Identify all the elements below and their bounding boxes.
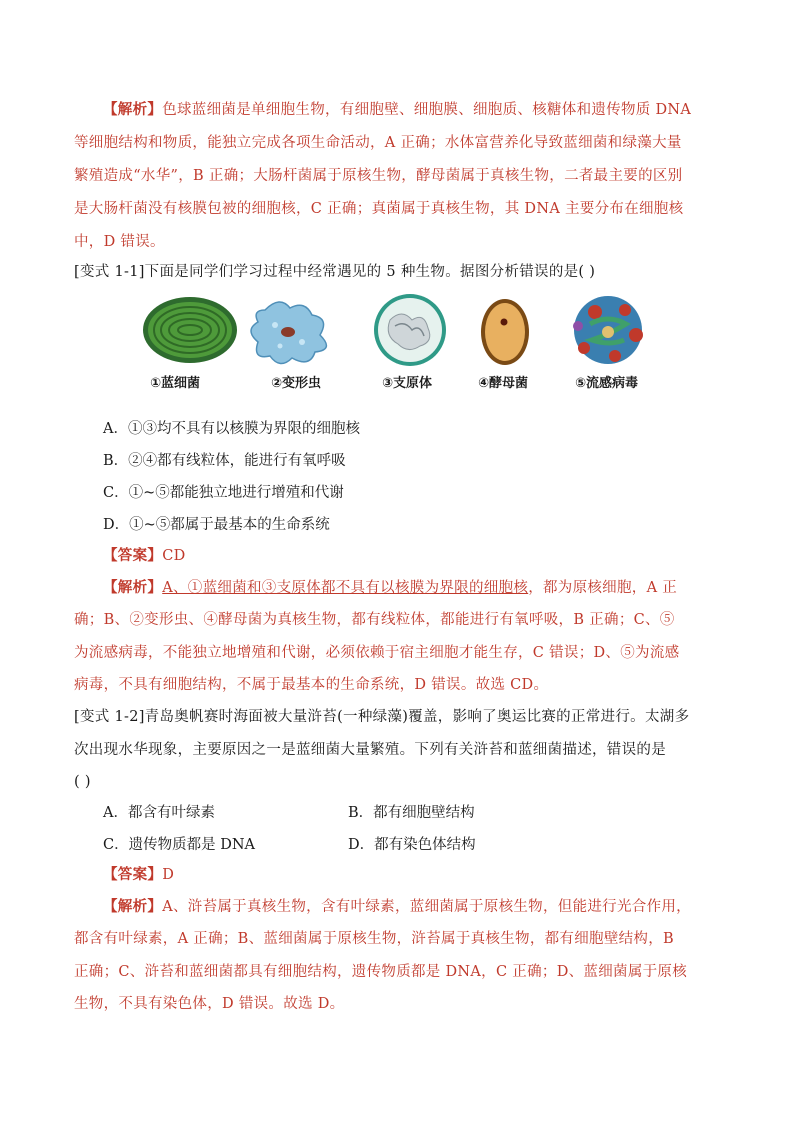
v12-option-b: B．都有细胞壁结构 — [348, 805, 475, 821]
figure-label-mycoplasma: ③支原体 — [382, 376, 433, 391]
figure-label-cyanobacteria: ①蓝细菌 — [150, 376, 201, 391]
variant-1-2-analysis-line-4: 生物，不具有染色体，D 错误。故选 D。 — [74, 996, 345, 1012]
variant-1-2-answer: 【答案】D — [103, 866, 175, 883]
figure-label-yeast: ④酵母菌 — [478, 376, 529, 391]
variant-1-1-analysis-line-1: 【解析】A、①蓝细菌和③支原体都不具有以核膜为界限的细胞核，都为原核细胞，A 正 — [103, 579, 678, 596]
q1-analysis-line-1: 【解析】色球蓝细菌是单细胞生物，有细胞壁、细胞膜、细胞质、核糖体和遗传物质 DNA — [103, 101, 692, 118]
figure-label-influenza-virus: ⑤流感病毒 — [575, 376, 639, 391]
option-d: D．①~⑤都属于最基本的生命系统 — [103, 517, 330, 533]
q1-analysis-line-4: 是大肠杆菌没有核膜包被的细胞核，C 正确；真菌属于真核生物，其 DNA 主要分布在细胞核 — [74, 201, 684, 217]
amoeba-image — [251, 302, 326, 364]
variant-1-1-stem: [变式 1-1]下面是同学们学习过程中经常遇见的 5 种生物。据图分析错误的是( ) — [74, 264, 596, 280]
mycoplasma-image — [374, 294, 446, 366]
q1-analysis-line-3: 繁殖造成“水华”，B 正确；大肠杆菌属于原核生物，酵母菌属于真核生物，二者最主要的区别 — [74, 168, 683, 184]
v12-option-a: A．都含有叶绿素 — [103, 805, 215, 821]
variant-1-2-analysis-line-1: 【解析】A、浒苔属于真核生物，含有叶绿素，蓝细菌属于原核生物，但能进行光合作用， — [103, 898, 691, 915]
variant-1-2-analysis-line-3: 正确；C、浒苔和蓝细菌都具有细胞结构，遗传物质都是 DNA，C 正确；D、蓝细菌属于原核 — [74, 964, 688, 980]
influenza-virus-image — [573, 296, 643, 364]
q1-analysis-line-2: 等细胞结构和物质，能独立完成各项生命活动，A 正确；水体富营养化导致蓝细菌和绿藻大量 — [74, 135, 682, 151]
variant-1-1-analysis-line-2: 确；B、②变形虫、④酵母菌为真核生物，都有线粒体，都能进行有氧呼吸，B 正确；C、⑤ — [74, 612, 675, 628]
v12-option-d: D．都有染色体结构 — [348, 837, 476, 853]
v12-option-c: C．遗传物质都是 DNA — [103, 837, 255, 853]
option-c: C．①~⑤都能独立地进行增殖和代谢 — [103, 485, 344, 501]
variant-1-1-analysis-line-3: 为流感病毒，不能独立地增殖和代谢，必须依赖于宿主细胞才能生存，C 错误；D、⑤为流感 — [74, 645, 680, 661]
yeast-image — [481, 299, 529, 365]
figure-label-amoeba: ②变形虫 — [271, 376, 322, 391]
variant-1-1-answer: 【答案】CD — [103, 547, 186, 564]
variant-1-2-stem-line-3: ( ) — [74, 774, 91, 790]
cyanobacteria-image — [143, 297, 237, 363]
variant-1-2-stem-line-1: [变式 1-2]青岛奥帆赛时海面被大量浒苔(一种绿藻)覆盖，影响了奥运比赛的正常进行。太湖多 — [74, 709, 690, 725]
option-b: B．②④都有线粒体，能进行有氧呼吸 — [103, 453, 346, 469]
analysis-tag: 【解析】 — [103, 101, 163, 118]
option-a: A．①③均不具有以核膜为界限的细胞核 — [103, 421, 360, 437]
variant-1-2-stem-line-2: 次出现水华现象，主要原因之一是蓝细菌大量繁殖。下列有关浒苔和蓝细菌描述，错误的是 — [74, 742, 666, 758]
variant-1-2-analysis-line-2: 都含有叶绿素，A 正确；B、蓝细菌属于原核生物，浒苔属于真核生物，都有细胞壁结构，B — [74, 931, 674, 947]
variant-1-1-analysis-line-4: 病毒，不具有细胞结构，不属于最基本的生命系统，D 错误。故选 CD。 — [74, 677, 549, 693]
q1-analysis-line-5: 中，D 错误。 — [74, 234, 165, 250]
